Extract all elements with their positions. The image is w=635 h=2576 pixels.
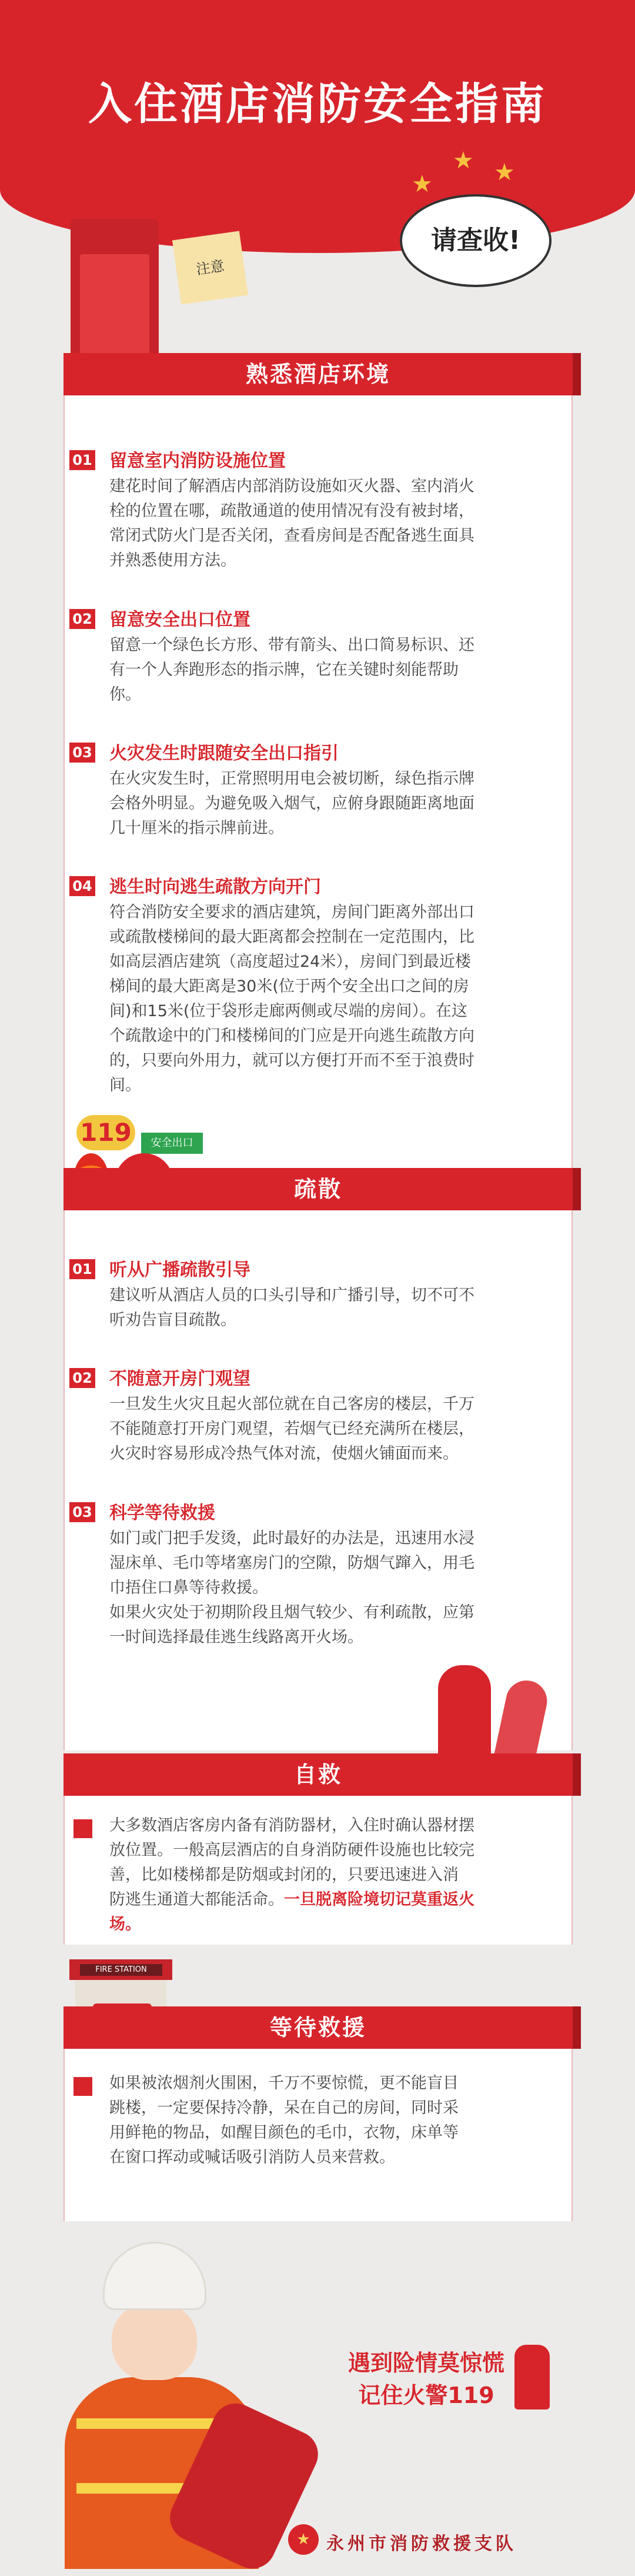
item-number: 01 bbox=[69, 450, 95, 470]
firefighter-face bbox=[112, 2304, 197, 2380]
square-bullet bbox=[73, 1819, 92, 1838]
item-title: 不随意开房门观望 bbox=[109, 1369, 250, 1389]
item-body: 符合消防安全要求的酒店建筑，房间门距离外部出口 或疏散楼梯间的最大距离都会控制在一定范围内，比 如高层酒店建筑（高度超过24米），房间门到最近楼 梯间的最大距离是30米(位于两个安全出口之间的房 间)和15米(位于袋形走廊两侧或尽端的房间）。在这 个疏散途中的门和楼梯间的门应是开向逃生疏散方向 的，只要向外用力，就可以方便打开而不至于浪费时 间。 bbox=[109, 903, 474, 1094]
item-title: 留意室内消防设施位置 bbox=[109, 451, 286, 471]
star-icon: ★ bbox=[453, 147, 474, 174]
page-title: 入住酒店消防安全指南 bbox=[88, 79, 547, 129]
speech-bubble: 请查收! bbox=[400, 194, 552, 287]
section-title-self-rescue: 自救 bbox=[63, 1753, 573, 1796]
slogan-line-2: 记住火警119 bbox=[358, 2382, 494, 2408]
item-title: 火灾发生时跟随安全出口指引 bbox=[109, 743, 339, 764]
item-number: 03 bbox=[69, 743, 95, 763]
waiting-body: 如果被浓烟剂火围困，千万不要惊慌，更不能盲目 跳楼，一定要保持冷静，呆在自己的房间，同时采 用鲜艳的物品，如醒目颜色的毛巾，衣物，床单等 在窗口挥动或喊话吸引消防人员来营救。 bbox=[109, 2074, 459, 2166]
item-body: 一旦发生火灾且起火部位就在自己客房的楼层，千万 不能随意打开房门观望，若烟气已经充满所在楼层， 火灾时容易形成冷热气体对流，使烟火铺面而来。 bbox=[109, 1395, 474, 1463]
fire-station-illustration: FIRE STATION bbox=[69, 1959, 172, 2030]
firefighter-helmet bbox=[103, 2242, 206, 2310]
item-body: 建议听从酒店人员的口头引导和广播引导，切不可不 听劝告盲目疏散。 bbox=[109, 1286, 474, 1329]
item-number: 02 bbox=[69, 1368, 95, 1388]
self-rescue-body: 大多数酒店客房内备有消防器材，入住时确认器材摆 放位置。一般高层酒店的自身消防硬件设施也比较完 善，比如楼梯都是防烟或封闭的，只要迅速进入消 防逃生通道大都能活命。一旦脱离险境切记莫重返火 场。 bbox=[109, 1816, 474, 1933]
item-number: 02 bbox=[69, 609, 95, 629]
item-body: 留意一个绿色长方形、带有箭头、出口简易标识、还 有一个人奔跑形态的指示牌，它在关键时刻能帮助 你。 bbox=[109, 636, 474, 704]
item-number: 01 bbox=[69, 1259, 95, 1279]
sign-119: 119 bbox=[76, 1115, 135, 1150]
item-body: 在火灾发生时，正常照明用电会被切断，绿色指示牌 会格外明显。为避免吸入烟气，应俯身跟随距离地面 几十厘米的指示牌前进。 bbox=[109, 770, 474, 837]
item-title: 留意安全出口位置 bbox=[109, 610, 250, 630]
item-number: 04 bbox=[69, 876, 95, 896]
item-title: 逃生时向逃生疏散方向开门 bbox=[109, 877, 321, 897]
section-title-waiting: 等待救援 bbox=[63, 2006, 573, 2049]
section-title-evacuation: 疏散 bbox=[63, 1168, 573, 1210]
fire-rescue-emblem-icon: ★ bbox=[288, 2524, 319, 2555]
item-title: 听从广播疏散引导 bbox=[109, 1260, 250, 1280]
sticky-note: 注意 bbox=[172, 231, 248, 305]
star-icon: ★ bbox=[494, 159, 515, 186]
square-bullet bbox=[73, 2077, 92, 2096]
self-rescue-highlight: 一旦脱离险境切记莫重返火 bbox=[284, 1891, 474, 1909]
slogan-line-1: 遇到险情莫惊慌 bbox=[347, 2350, 504, 2376]
item-number: 03 bbox=[69, 1502, 95, 1522]
star-icon: ★ bbox=[412, 171, 433, 198]
item-body: 建花时间了解酒店内部消防设施如灭火器、室内消火 栓的位置在哪，疏散通道的使用情况有没有被封堵， 常闭式防火门是否关闭，查看房间是否配备逃生面具 并熟悉使用方法。 bbox=[109, 477, 474, 570]
section-title-environment: 熟悉酒店环境 bbox=[63, 353, 573, 395]
item-body: 如门或门把手发烫，此时最好的办法是，迅速用水浸 湿床单、毛巾等堵塞房门的空隙，防烟气蹿入，用毛 巾捂住口鼻等待救援。 如果火灾处于初期阶段且烟气较少、有利疏散，应第 一时间选择最佳逃生线路离开火场。 bbox=[109, 1529, 474, 1646]
exit-sign: 安全出口 bbox=[141, 1133, 203, 1154]
item-title: 科学等待救援 bbox=[109, 1503, 215, 1523]
footer-organization: 永州市消防救援支队 bbox=[326, 2534, 517, 2554]
